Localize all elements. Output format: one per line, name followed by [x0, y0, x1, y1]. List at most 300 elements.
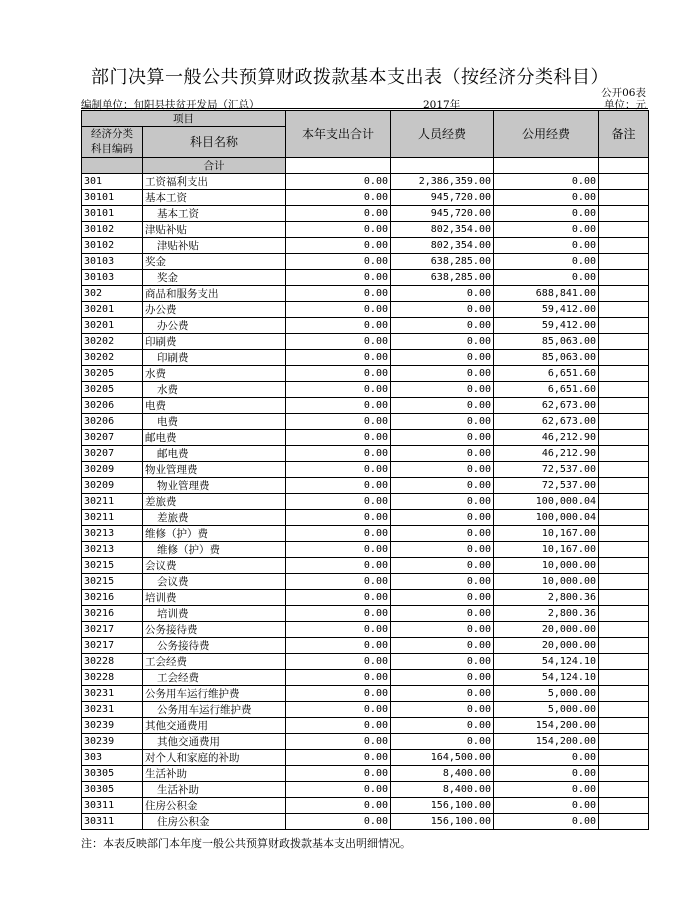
- row-remark: [599, 206, 649, 222]
- row-code: 303: [82, 750, 143, 766]
- row-public: 0.00: [494, 254, 599, 270]
- table-row: [82, 174, 649, 190]
- table-row: [82, 606, 649, 622]
- row-personnel: 0.00: [391, 638, 494, 654]
- row-name: 水费: [143, 382, 286, 398]
- row-code: 30231: [82, 702, 143, 718]
- table-row: [82, 286, 649, 302]
- row-public: 6,651.60: [494, 366, 599, 382]
- row-code: 30209: [82, 478, 143, 494]
- table-row: [82, 494, 649, 510]
- row-name: 其他交通费用: [143, 718, 286, 734]
- table-row: [82, 270, 649, 286]
- table-row: [82, 526, 649, 542]
- row-personnel: 0.00: [391, 734, 494, 750]
- footer-note: 注：本表反映部门本年度一般公共预算财政拨款基本支出明细情况。: [81, 837, 411, 850]
- table-row: [82, 318, 649, 334]
- row-public: 54,124.10: [494, 654, 599, 670]
- row-total: 0.00: [286, 206, 391, 222]
- row-remark: [599, 190, 649, 206]
- table-row: [82, 734, 649, 750]
- row-code: 30201: [82, 302, 143, 318]
- row-total: 0.00: [286, 382, 391, 398]
- row-remark: [599, 174, 649, 190]
- row-personnel: 945,720.00: [391, 206, 494, 222]
- row-name: 维修（护）费: [143, 526, 286, 542]
- sum-remark: [599, 158, 649, 174]
- row-name: 物业管理费: [143, 478, 286, 494]
- row-public: 62,673.00: [494, 414, 599, 430]
- row-code: 30213: [82, 542, 143, 558]
- row-public: 54,124.10: [494, 670, 599, 686]
- row-name: 奖金: [143, 254, 286, 270]
- row-remark: [599, 670, 649, 686]
- row-public: 0.00: [494, 798, 599, 814]
- row-total: 0.00: [286, 782, 391, 798]
- row-public: 10,000.00: [494, 558, 599, 574]
- row-total: 0.00: [286, 414, 391, 430]
- row-total: 0.00: [286, 526, 391, 542]
- row-public: 0.00: [494, 270, 599, 286]
- row-public: 688,841.00: [494, 286, 599, 302]
- table-row: [82, 814, 649, 830]
- row-total: 0.00: [286, 542, 391, 558]
- row-name: 维修（护）费: [143, 542, 286, 558]
- row-total: 0.00: [286, 478, 391, 494]
- row-public: 0.00: [494, 206, 599, 222]
- row-remark: [599, 574, 649, 590]
- row-public: 85,063.00: [494, 334, 599, 350]
- row-code: 30305: [82, 782, 143, 798]
- row-public: 0.00: [494, 766, 599, 782]
- row-personnel: 156,100.00: [391, 798, 494, 814]
- row-code: 30239: [82, 718, 143, 734]
- table-row: [82, 446, 649, 462]
- row-code: 30101: [82, 206, 143, 222]
- row-total: 0.00: [286, 702, 391, 718]
- row-public: 0.00: [494, 222, 599, 238]
- row-code: 30202: [82, 334, 143, 350]
- row-code: 30305: [82, 766, 143, 782]
- row-remark: [599, 430, 649, 446]
- header-rule: [81, 108, 648, 109]
- row-name: 津贴补贴: [143, 222, 286, 238]
- header-item: 项目: [82, 111, 286, 127]
- row-code: 30103: [82, 270, 143, 286]
- row-code: 301: [82, 174, 143, 190]
- row-remark: [599, 654, 649, 670]
- sum-code-cell: [82, 158, 143, 174]
- row-remark: [599, 782, 649, 798]
- row-remark: [599, 750, 649, 766]
- table-row: [82, 430, 649, 446]
- row-total: 0.00: [286, 686, 391, 702]
- row-name: 印刷费: [143, 350, 286, 366]
- row-personnel: 0.00: [391, 382, 494, 398]
- row-code: 30205: [82, 382, 143, 398]
- page-title: 部门决算一般公共预算财政拨款基本支出表（按经济分类科目）: [91, 67, 609, 88]
- row-remark: [599, 238, 649, 254]
- row-name: 差旅费: [143, 510, 286, 526]
- row-public: 59,412.00: [494, 318, 599, 334]
- row-public: 0.00: [494, 238, 599, 254]
- table-row: [82, 510, 649, 526]
- row-personnel: 0.00: [391, 590, 494, 606]
- row-remark: [599, 638, 649, 654]
- row-code: 30101: [82, 190, 143, 206]
- row-public: 100,000.04: [494, 494, 599, 510]
- row-personnel: 0.00: [391, 558, 494, 574]
- row-remark: [599, 734, 649, 750]
- row-personnel: 8,400.00: [391, 782, 494, 798]
- row-remark: [599, 510, 649, 526]
- header-public: 公用经费: [494, 111, 599, 158]
- row-public: 0.00: [494, 750, 599, 766]
- row-personnel: 0.00: [391, 670, 494, 686]
- row-name: 奖金: [143, 270, 286, 286]
- table-row: [82, 190, 649, 206]
- row-personnel: 638,285.00: [391, 270, 494, 286]
- row-code: 30216: [82, 590, 143, 606]
- row-public: 2,800.36: [494, 590, 599, 606]
- row-personnel: 0.00: [391, 542, 494, 558]
- row-code: 30231: [82, 686, 143, 702]
- row-total: 0.00: [286, 270, 391, 286]
- row-total: 0.00: [286, 366, 391, 382]
- row-name: 培训费: [143, 606, 286, 622]
- row-personnel: 0.00: [391, 718, 494, 734]
- row-personnel: 8,400.00: [391, 766, 494, 782]
- row-public: 10,167.00: [494, 526, 599, 542]
- row-remark: [599, 494, 649, 510]
- row-remark: [599, 350, 649, 366]
- row-total: 0.00: [286, 286, 391, 302]
- table-row: [82, 798, 649, 814]
- row-total: 0.00: [286, 462, 391, 478]
- table-row: [82, 206, 649, 222]
- row-public: 5,000.00: [494, 686, 599, 702]
- row-public: 72,537.00: [494, 478, 599, 494]
- table-row: [82, 718, 649, 734]
- table-row: [82, 766, 649, 782]
- row-code: 30211: [82, 510, 143, 526]
- row-personnel: 164,500.00: [391, 750, 494, 766]
- row-personnel: 156,100.00: [391, 814, 494, 830]
- row-total: 0.00: [286, 494, 391, 510]
- row-personnel: 0.00: [391, 654, 494, 670]
- sum-public: [494, 158, 599, 174]
- row-name: 邮电费: [143, 430, 286, 446]
- row-remark: [599, 622, 649, 638]
- row-personnel: 0.00: [391, 318, 494, 334]
- row-total: 0.00: [286, 334, 391, 350]
- table-row: [82, 350, 649, 366]
- row-total: 0.00: [286, 734, 391, 750]
- row-total: 0.00: [286, 238, 391, 254]
- row-code: 30311: [82, 798, 143, 814]
- table-row: [82, 558, 649, 574]
- table-row: [82, 654, 649, 670]
- row-public: 2,800.36: [494, 606, 599, 622]
- row-code: 30239: [82, 734, 143, 750]
- row-code: 30228: [82, 670, 143, 686]
- row-personnel: 0.00: [391, 302, 494, 318]
- row-name: 对个人和家庭的补助: [143, 750, 286, 766]
- row-public: 59,412.00: [494, 302, 599, 318]
- table-row: [82, 542, 649, 558]
- row-remark: [599, 766, 649, 782]
- row-remark: [599, 798, 649, 814]
- table-row: [82, 670, 649, 686]
- row-name: 会议费: [143, 558, 286, 574]
- row-code: 30228: [82, 654, 143, 670]
- sum-personnel: [391, 158, 494, 174]
- row-total: 0.00: [286, 558, 391, 574]
- row-remark: [599, 814, 649, 830]
- table-row: [82, 702, 649, 718]
- row-code: 30201: [82, 318, 143, 334]
- row-public: 10,000.00: [494, 574, 599, 590]
- row-remark: [599, 702, 649, 718]
- row-name: 电费: [143, 398, 286, 414]
- row-personnel: 0.00: [391, 366, 494, 382]
- row-remark: [599, 686, 649, 702]
- row-total: 0.00: [286, 350, 391, 366]
- table-row: [82, 382, 649, 398]
- row-remark: [599, 558, 649, 574]
- row-remark: [599, 318, 649, 334]
- row-total: 0.00: [286, 174, 391, 190]
- table-row: [82, 574, 649, 590]
- row-total: 0.00: [286, 606, 391, 622]
- header-code: 经济分类科目编码: [82, 127, 143, 158]
- row-remark: [599, 398, 649, 414]
- row-code: 30215: [82, 574, 143, 590]
- header-total: 本年支出合计: [286, 111, 391, 158]
- row-name: 基本工资: [143, 190, 286, 206]
- row-code: 30102: [82, 222, 143, 238]
- row-remark: [599, 462, 649, 478]
- row-name: 办公费: [143, 302, 286, 318]
- row-name: 工会经费: [143, 654, 286, 670]
- row-name: 生活补助: [143, 766, 286, 782]
- row-name: 工会经费: [143, 670, 286, 686]
- row-personnel: 0.00: [391, 686, 494, 702]
- table-row: [82, 686, 649, 702]
- row-public: 0.00: [494, 190, 599, 206]
- row-personnel: 0.00: [391, 526, 494, 542]
- sum-total: [286, 158, 391, 174]
- row-public: 72,537.00: [494, 462, 599, 478]
- row-public: 5,000.00: [494, 702, 599, 718]
- row-code: 30205: [82, 366, 143, 382]
- row-total: 0.00: [286, 318, 391, 334]
- row-name: 水费: [143, 366, 286, 382]
- row-public: 20,000.00: [494, 638, 599, 654]
- row-code: 30217: [82, 638, 143, 654]
- row-name: 会议费: [143, 574, 286, 590]
- row-public: 10,167.00: [494, 542, 599, 558]
- row-code: 30213: [82, 526, 143, 542]
- table-row: [82, 782, 649, 798]
- table-row: [82, 238, 649, 254]
- table-row: [82, 302, 649, 318]
- table-row: [82, 590, 649, 606]
- row-code: 30206: [82, 398, 143, 414]
- row-remark: [599, 526, 649, 542]
- row-name: 商品和服务支出: [143, 286, 286, 302]
- row-personnel: 0.00: [391, 286, 494, 302]
- row-remark: [599, 446, 649, 462]
- table-row: [82, 414, 649, 430]
- row-personnel: 945,720.00: [391, 190, 494, 206]
- currency-unit: 单位：元: [604, 99, 646, 111]
- row-personnel: 802,354.00: [391, 238, 494, 254]
- row-personnel: 0.00: [391, 414, 494, 430]
- row-code: 30209: [82, 462, 143, 478]
- row-public: 0.00: [494, 782, 599, 798]
- row-remark: [599, 366, 649, 382]
- row-remark: [599, 382, 649, 398]
- row-code: 30207: [82, 446, 143, 462]
- row-total: 0.00: [286, 622, 391, 638]
- row-remark: [599, 542, 649, 558]
- table-row: [82, 334, 649, 350]
- row-total: 0.00: [286, 798, 391, 814]
- row-remark: [599, 590, 649, 606]
- row-name: 公务用车运行维护费: [143, 702, 286, 718]
- row-code: 30215: [82, 558, 143, 574]
- row-total: 0.00: [286, 190, 391, 206]
- row-total: 0.00: [286, 222, 391, 238]
- row-personnel: 0.00: [391, 702, 494, 718]
- compiling-unit: 编制单位：旬阳县扶贫开发局（汇总）: [81, 99, 260, 111]
- table-row: [82, 462, 649, 478]
- row-remark: [599, 222, 649, 238]
- row-total: 0.00: [286, 446, 391, 462]
- row-remark: [599, 270, 649, 286]
- row-code: 30102: [82, 238, 143, 254]
- row-personnel: 0.00: [391, 430, 494, 446]
- row-remark: [599, 606, 649, 622]
- row-total: 0.00: [286, 766, 391, 782]
- row-personnel: 638,285.00: [391, 254, 494, 270]
- row-public: 20,000.00: [494, 622, 599, 638]
- row-code: 30103: [82, 254, 143, 270]
- row-remark: [599, 414, 649, 430]
- row-public: 46,212.90: [494, 446, 599, 462]
- table-row: [82, 750, 649, 766]
- row-public: 0.00: [494, 814, 599, 830]
- row-name: 公务用车运行维护费: [143, 686, 286, 702]
- row-remark: [599, 478, 649, 494]
- table-body: [82, 174, 649, 830]
- row-remark: [599, 718, 649, 734]
- row-total: 0.00: [286, 510, 391, 526]
- table-row: [82, 254, 649, 270]
- row-public: 6,651.60: [494, 382, 599, 398]
- row-total: 0.00: [286, 718, 391, 734]
- row-personnel: 0.00: [391, 462, 494, 478]
- form-number: 公开06表: [601, 87, 646, 99]
- row-total: 0.00: [286, 670, 391, 686]
- row-personnel: 0.00: [391, 606, 494, 622]
- row-remark: [599, 334, 649, 350]
- row-total: 0.00: [286, 750, 391, 766]
- row-name: 其他交通费用: [143, 734, 286, 750]
- sum-label: 合计: [143, 158, 286, 174]
- row-total: 0.00: [286, 302, 391, 318]
- row-public: 85,063.00: [494, 350, 599, 366]
- row-total: 0.00: [286, 638, 391, 654]
- row-personnel: 0.00: [391, 478, 494, 494]
- row-name: 电费: [143, 414, 286, 430]
- table-row: [82, 366, 649, 382]
- row-total: 0.00: [286, 814, 391, 830]
- row-total: 0.00: [286, 430, 391, 446]
- row-remark: [599, 254, 649, 270]
- header-remark: 备注: [599, 111, 649, 158]
- row-code: 30216: [82, 606, 143, 622]
- row-public: 46,212.90: [494, 430, 599, 446]
- report-year: 2017年: [423, 99, 461, 111]
- row-total: 0.00: [286, 398, 391, 414]
- row-public: 154,200.00: [494, 718, 599, 734]
- row-name: 物业管理费: [143, 462, 286, 478]
- row-personnel: 0.00: [391, 494, 494, 510]
- row-name: 工资福利支出: [143, 174, 286, 190]
- row-code: 30207: [82, 430, 143, 446]
- row-personnel: 0.00: [391, 398, 494, 414]
- header-personnel: 人员经费: [391, 111, 494, 158]
- table-row: [82, 222, 649, 238]
- row-remark: [599, 286, 649, 302]
- row-name: 公务接待费: [143, 638, 286, 654]
- row-personnel: 0.00: [391, 510, 494, 526]
- row-total: 0.00: [286, 654, 391, 670]
- row-personnel: 0.00: [391, 574, 494, 590]
- row-public: 154,200.00: [494, 734, 599, 750]
- table-row: [82, 398, 649, 414]
- row-code: 30211: [82, 494, 143, 510]
- row-name: 住房公积金: [143, 798, 286, 814]
- row-personnel: 0.00: [391, 350, 494, 366]
- row-name: 公务接待费: [143, 622, 286, 638]
- row-personnel: 0.00: [391, 334, 494, 350]
- table-row: [82, 622, 649, 638]
- row-total: 0.00: [286, 574, 391, 590]
- row-code: 30217: [82, 622, 143, 638]
- row-personnel: 0.00: [391, 446, 494, 462]
- row-code: 30311: [82, 814, 143, 830]
- row-total: 0.00: [286, 590, 391, 606]
- row-personnel: 0.00: [391, 622, 494, 638]
- row-code: 30206: [82, 414, 143, 430]
- row-name: 邮电费: [143, 446, 286, 462]
- row-name: 生活补助: [143, 782, 286, 798]
- row-personnel: 2,386,359.00: [391, 174, 494, 190]
- row-name: 培训费: [143, 590, 286, 606]
- row-name: 住房公积金: [143, 814, 286, 830]
- row-name: 办公费: [143, 318, 286, 334]
- row-code: 302: [82, 286, 143, 302]
- row-public: 62,673.00: [494, 398, 599, 414]
- row-name: 印刷费: [143, 334, 286, 350]
- expenditure-table: [81, 110, 649, 830]
- table-row: [82, 638, 649, 654]
- row-personnel: 802,354.00: [391, 222, 494, 238]
- row-name: 基本工资: [143, 206, 286, 222]
